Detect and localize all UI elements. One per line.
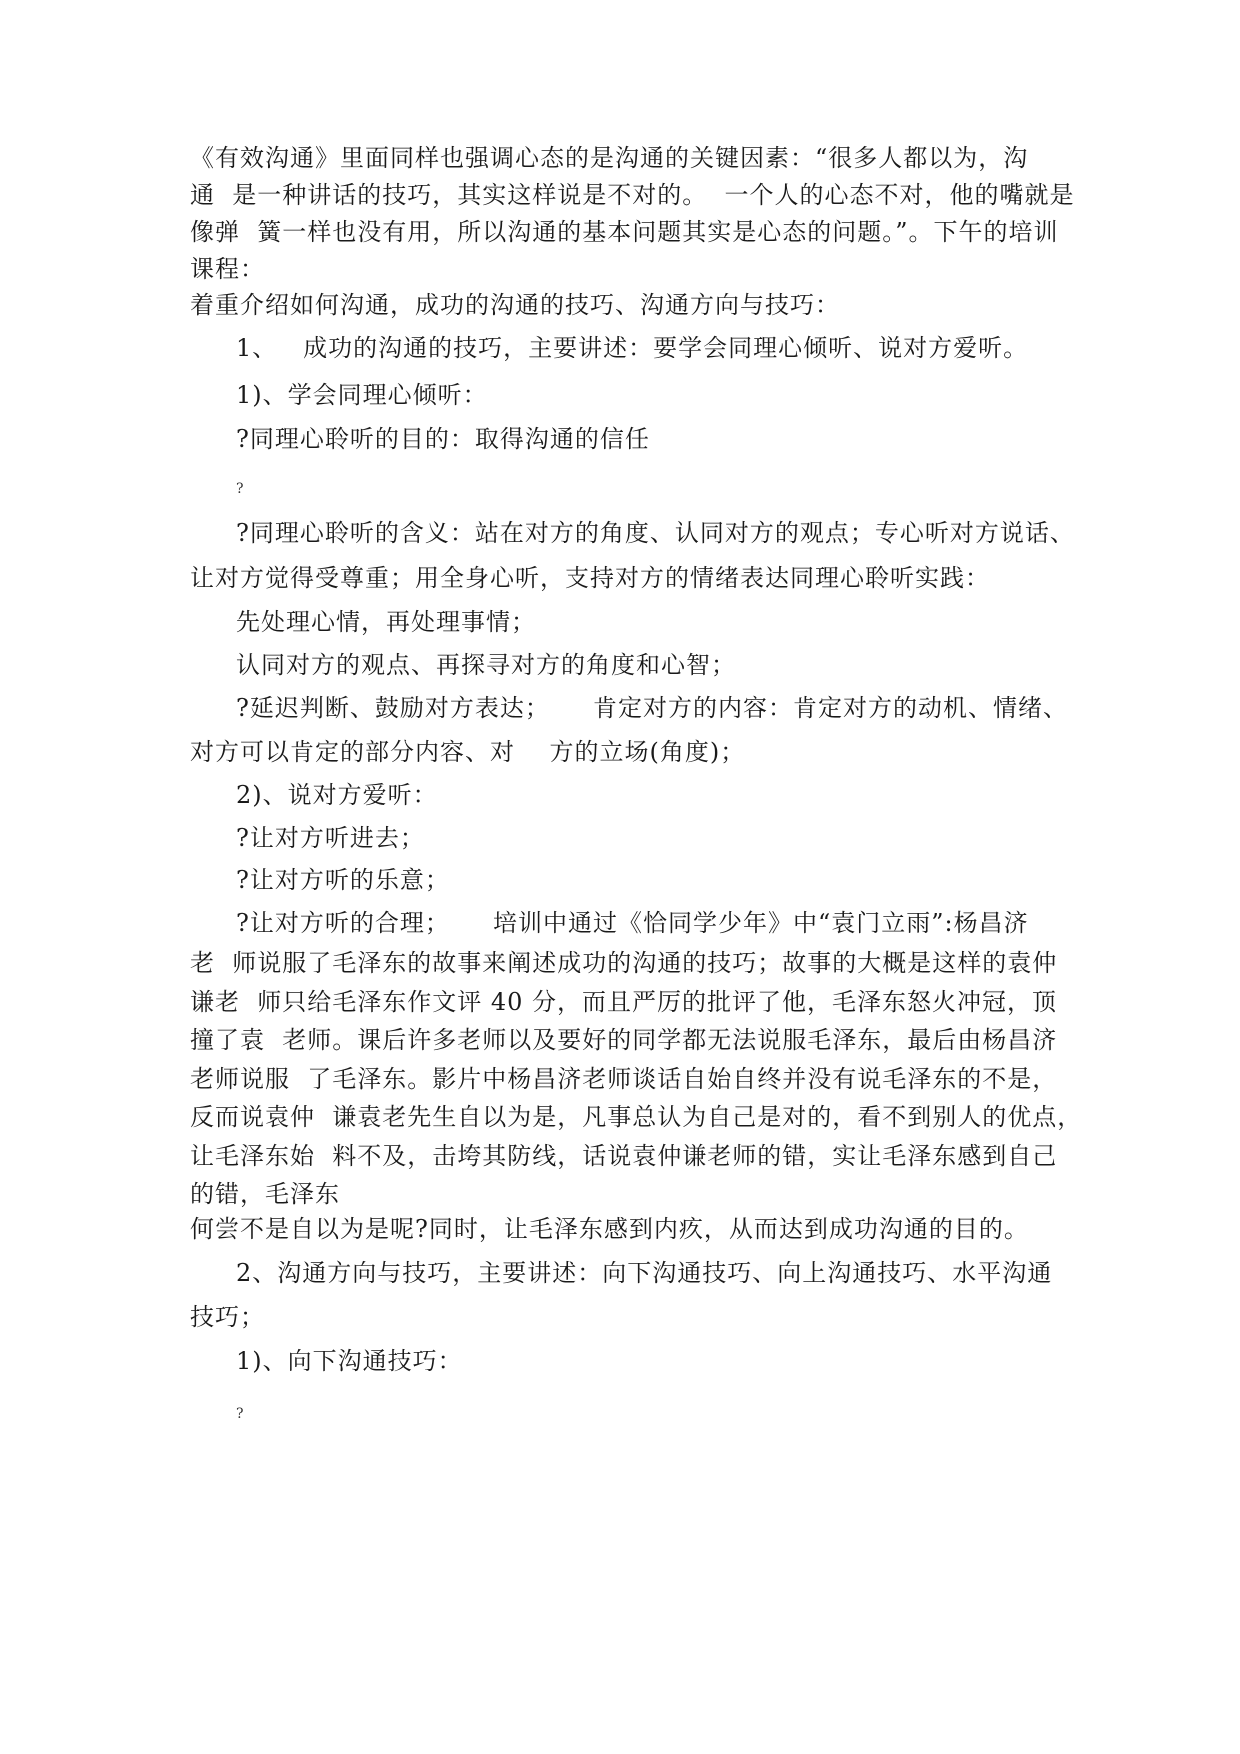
- subsection-heading: 2)、说对方爱听：: [236, 781, 438, 809]
- bullet-line: ?同理心聆听的目的：取得沟通的信任: [236, 425, 650, 453]
- paragraph-line: 着重介绍如何沟通，成功的沟通的技巧、沟通方向与技巧：: [190, 291, 840, 319]
- paragraph-line: 谦老 师只给毛泽东作文评 40 分，而且严厉的批评了他，毛泽东怒火冲冠，顶: [190, 988, 1058, 1016]
- bullet-line: ?让对方听的合理； 培训中通过《恰同学少年》中“袁门立雨”:杨昌济: [236, 909, 1029, 937]
- paragraph-line: 反而说袁仲 谦袁老先生自以为是，凡事总认为自己是对的，看不到别人的优点，: [190, 1103, 1083, 1131]
- paragraph-line: 让对方觉得受尊重；用全身心听，支持对方的情绪表达同理心聆听实践：: [190, 564, 990, 592]
- section-heading: 1、 成功的沟通的技巧，主要讲述：要学会同理心倾听、说对方爱听。: [236, 334, 1029, 362]
- paragraph-line: 像弹 簧一样也没有用，所以沟通的基本问题其实是心态的问题。”。下午的培训: [190, 218, 1059, 246]
- paragraph-line: 认同对方的观点、再探寻对方的角度和心智；: [236, 651, 736, 679]
- subsection-heading: 1)、向下沟通技巧：: [236, 1347, 463, 1375]
- paragraph-line: 先处理心情，再处理事情；: [236, 608, 536, 636]
- subsection-heading: 1)、学会同理心倾听：: [236, 381, 488, 409]
- paragraph-line: 技巧；: [190, 1303, 265, 1331]
- bullet-line: ?同理心聆听的含义：站在对方的角度、认同对方的观点；专心听对方说话、: [236, 519, 1075, 547]
- paragraph-line: 对方可以肯定的部分内容、对 方的立场(角度)；: [190, 738, 746, 766]
- paragraph-line: 老师说服 了毛泽东。影片中杨昌济老师谈话自始自终并没有说毛泽东的不是，: [190, 1065, 1058, 1093]
- paragraph-line: 的错，毛泽东: [190, 1180, 340, 1208]
- bullet-line: ?让对方听的乐意；: [236, 866, 450, 894]
- paragraph-line: 让毛泽东始 料不及，击垮其防线，话说袁仲谦老师的错，实让毛泽东感到自己: [190, 1142, 1058, 1170]
- paragraph-line: 撞了袁 老师。课后许多老师以及要好的同学都无法说服毛泽东，最后由杨昌济: [190, 1026, 1058, 1054]
- paragraph-line: 《有效沟通》里面同样也强调心态的是沟通的关键因素：“很多人都以为，沟: [190, 144, 1029, 172]
- paragraph-line: 通 是一种讲话的技巧，其实这样说是不对的。 一个人的心态不对，他的嘴就是: [190, 181, 1075, 209]
- bullet-placeholder: ?: [236, 481, 245, 497]
- bullet-line: ?延迟判断、鼓励对方表达； 肯定对方的内容：肯定对方的动机、情绪、: [236, 694, 1069, 722]
- paragraph-line: 老 师说服了毛泽东的故事来阐述成功的沟通的技巧；故事的大概是这样的袁仲: [190, 949, 1058, 977]
- bullet-line: ?让对方听进去；: [236, 824, 425, 852]
- section-heading: 2、沟通方向与技巧，主要讲述：向下沟通技巧、向上沟通技巧、水平沟通: [236, 1259, 1053, 1287]
- paragraph-line: 何尝不是自以为是呢?同时，让毛泽东感到内疚，从而达到成功沟通的目的。: [190, 1215, 1029, 1243]
- bullet-placeholder: ?: [236, 1406, 245, 1422]
- paragraph-line: 课程：: [190, 255, 265, 283]
